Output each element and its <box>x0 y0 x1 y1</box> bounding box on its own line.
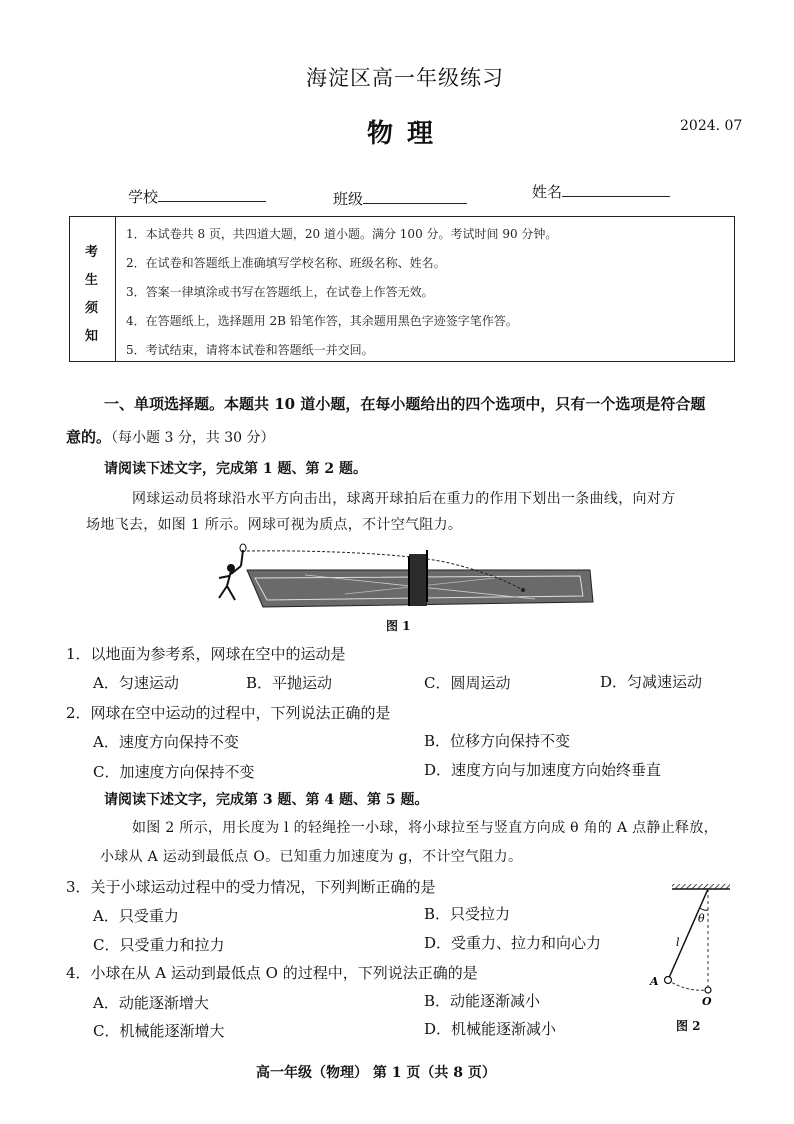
question-2-option-a[interactable]: A．速度方向保持不变 <box>93 733 239 751</box>
figure-2-caption: 图 2 <box>676 1019 701 1033</box>
question-4-stem: 4．小球在从 A 运动到最低点 O 的过程中，下列说法正确的是 <box>66 964 478 982</box>
question-1-option-c[interactable]: C．圆周运动 <box>424 674 511 692</box>
tennis-player <box>219 544 246 600</box>
question-1-option-a[interactable]: A．匀速运动 <box>93 674 179 692</box>
name-field <box>532 181 670 202</box>
notice-side-char: 知 <box>85 329 99 344</box>
question-3-stem: 3．关于小球运动过程中的受力情况，下列判断正确的是 <box>66 878 436 896</box>
notice-side-label <box>70 217 116 361</box>
question-4-option-b[interactable]: B．动能逐渐减小 <box>424 992 541 1010</box>
point-a-label: A <box>650 975 659 988</box>
section-scoring: （每小题 3 分，共 30 分） <box>111 430 275 446</box>
notice-side-char: 考 <box>85 245 99 260</box>
ball-at-o <box>705 987 711 993</box>
passage-1-line-1: 网球运动员将球沿水平方向击出，球离开球拍后在重力的作用下划出一条曲线，向对方 <box>132 491 676 507</box>
question-1-stem: 1．以地面为参考系，网球在空中的运动是 <box>66 645 346 663</box>
tennis-ball <box>521 588 525 592</box>
question-2-stem: 2．网球在空中运动的过程中，下列说法正确的是 <box>66 704 391 722</box>
figure-2-pendulum <box>640 878 740 1013</box>
section-heading: 一、单项选择题。本题共 10 道小题，在每小题给出的四个选项中，只有一个选项是符合题 <box>104 395 706 413</box>
school-label: 学校 <box>128 188 159 206</box>
question-4-option-d[interactable]: D．机械能逐渐减小 <box>424 1020 557 1038</box>
question-3-option-c[interactable]: C．只受重力和拉力 <box>93 936 225 954</box>
passage-2-line-2: 小球从 A 运动到最低点 O。已知重力加速度为 g，不计空气阻力。 <box>100 849 523 865</box>
question-1-option-d[interactable]: D．匀减速运动 <box>600 673 703 691</box>
class-blank <box>363 189 467 204</box>
question-3-option-b[interactable]: B．只受拉力 <box>424 905 511 923</box>
notice-item: 5．考试结束，请将本试卷和答题纸一并交回。 <box>126 343 374 357</box>
name-blank <box>562 182 670 197</box>
question-2-option-c[interactable]: C．加速度方向保持不变 <box>93 763 255 781</box>
exam-date: 2024. 07 <box>680 118 743 134</box>
question-2-option-d[interactable]: D．速度方向与加速度方向始终垂直 <box>424 761 662 779</box>
notice-item: 2．在试卷和答题纸上准确填写学校名称、班级名称、姓名。 <box>126 256 446 270</box>
subject-title: 物理 <box>367 119 448 149</box>
figure-1-caption: 图 1 <box>386 619 411 633</box>
point-o-label: O <box>702 995 712 1008</box>
name-label: 姓名 <box>532 183 563 201</box>
class-label: 班级 <box>333 190 364 208</box>
exam-title: 海淀区高一年级练习 <box>306 66 504 90</box>
school-blank <box>158 187 266 202</box>
swing-path <box>668 980 708 990</box>
section-heading-line2 <box>66 426 275 447</box>
read-instruction-2: 请阅读下述文字，完成第 3 题、第 4 题、第 5 题。 <box>104 792 429 808</box>
pendulum-string <box>668 889 708 980</box>
notice-item: 3．答案一律填涂或书写在答题纸上，在试卷上作答无效。 <box>126 285 434 299</box>
notice-item: 4．在答题纸上，选择题用 2B 铅笔作答，其余题用黑色字迹签字笔作答。 <box>126 314 518 328</box>
ball-at-a <box>665 977 672 984</box>
notice-side-char: 须 <box>85 301 99 316</box>
school-field <box>128 186 266 207</box>
question-1-option-b[interactable]: B．平抛运动 <box>246 674 333 692</box>
tennis-net <box>409 554 427 606</box>
theta-label: θ <box>698 912 705 925</box>
notice-side-char: 生 <box>85 273 99 288</box>
candidate-notice-box <box>69 216 735 362</box>
read-instruction-1: 请阅读下述文字，完成第 1 题、第 2 题。 <box>104 461 367 477</box>
length-label: l <box>676 936 680 949</box>
question-4-option-a[interactable]: A．动能逐渐增大 <box>93 994 209 1012</box>
question-2-option-b[interactable]: B．位移方向保持不变 <box>424 732 571 750</box>
class-field <box>333 188 467 209</box>
figure-1-tennis-court <box>205 542 600 614</box>
page-footer: 高一年级（物理） 第 1 页（共 8 页） <box>256 1065 496 1081</box>
question-4-option-c[interactable]: C．机械能逐渐增大 <box>93 1022 225 1040</box>
passage-1-line-2: 场地飞去，如图 1 所示。网球可视为质点，不计空气阻力。 <box>86 517 463 533</box>
section-heading-bold: 意的。 <box>66 428 112 446</box>
question-3-option-d[interactable]: D．受重力、拉力和向心力 <box>424 934 602 952</box>
angle-arc <box>700 908 708 910</box>
question-3-option-a[interactable]: A．只受重力 <box>93 907 179 925</box>
notice-item: 1．本试卷共 8 页，共四道大题，20 道小题。满分 100 分。考试时间 90 分钟。 <box>126 227 558 241</box>
passage-2-line-1: 如图 2 所示，用长度为 l 的轻绳拴一小球，将小球拉至与竖直方向成 θ 角的 A 点静止释放， <box>132 820 718 836</box>
